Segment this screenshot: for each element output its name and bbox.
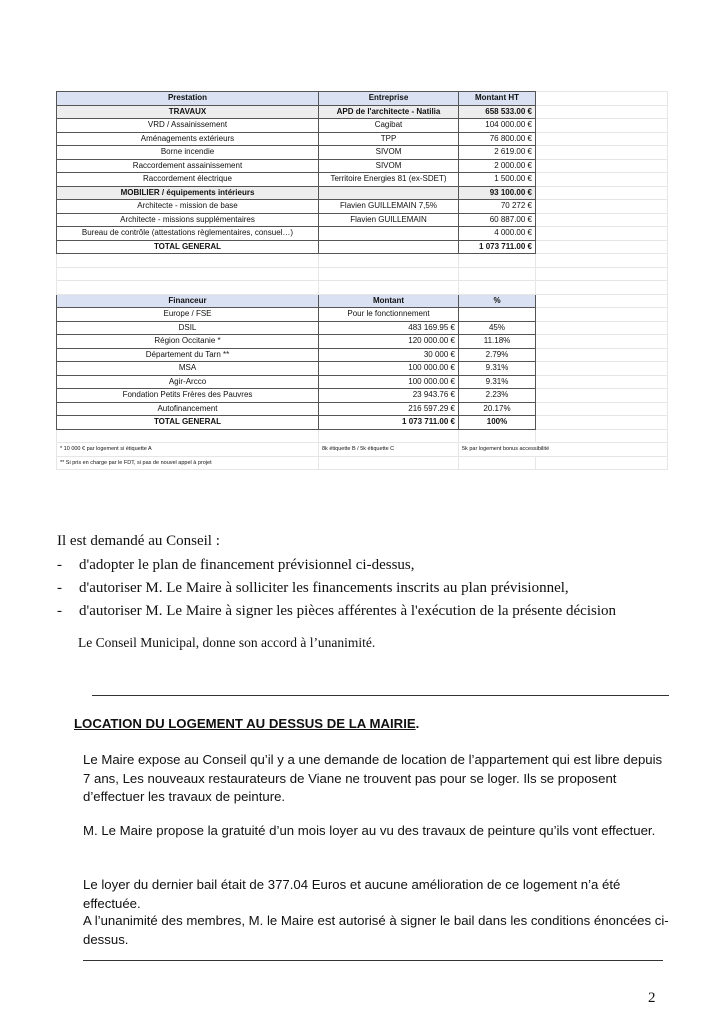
table-cell: Architecte - missions supplémentaires (57, 213, 319, 227)
table-cell: TOTAL GENERAL (57, 416, 319, 430)
table-row (57, 200, 668, 214)
table-cell: 658 533.00 € (459, 105, 536, 119)
table-cell: 216 597.29 € (319, 402, 459, 416)
table-cell: Département du Tarn ** (57, 348, 319, 362)
table-cell: TRAVAUX (57, 105, 319, 119)
page-number: 2 (648, 990, 656, 1006)
table-cell: Architecte - mission de base (57, 200, 319, 214)
council-item-3 (57, 603, 616, 620)
table-cell: 483 169.95 € (319, 321, 459, 335)
table-row (57, 335, 668, 349)
empty-row (57, 429, 668, 443)
table-cell: 100 000.00 € (319, 375, 459, 389)
table-cell: 2 619.00 € (459, 146, 536, 160)
table-cell: Territoire Energies 81 (ex-SDET) (319, 173, 459, 187)
table-row-total (57, 416, 668, 430)
table-cell: Bureau de contrôle (attestations règlementaires, consuel…) (57, 227, 319, 241)
table-cell: 76 800.00 € (459, 132, 536, 146)
footnote-1a: * 10 000 € par logement si étiquette A (57, 443, 319, 457)
table-row (57, 132, 668, 146)
table-cell: VRD / Assainissement (57, 119, 319, 133)
footnote-row (57, 456, 668, 470)
table-cell: Région Occitanie * (57, 335, 319, 349)
table-cell: 104 000.00 € (459, 119, 536, 133)
financement-header-row (57, 294, 668, 308)
spreadsheet (56, 91, 668, 470)
table-cell: 120 000.00 € (319, 335, 459, 349)
separator-line-bottom (83, 960, 663, 961)
location-paragraph-1: Le Maire expose au Conseil qu’il y a une demande de location de l’appartement qui est libre depuis 7 ans, Les nouveaux restaurateurs de Viane ne trouvent pas pour se loger. Ils se proposent d’effectuer les travaux de peinture. (83, 752, 663, 804)
table-row (57, 402, 668, 416)
table-cell: 20.17% (459, 402, 536, 416)
table-row (57, 119, 668, 133)
table-cell: Europe / FSE (57, 308, 319, 322)
council-item-text: d'adopter le plan de financement prévisionnel ci-dessus, (79, 557, 415, 573)
table-cell: Raccordement électrique (57, 173, 319, 187)
footnote-1c: 5k par logement bonus accessibilité (459, 443, 668, 457)
footnote-1b: 8k étiquette B / 5k étiquette C (319, 443, 459, 457)
table-cell: SIVOM (319, 146, 459, 160)
table-cell: Flavien GUILLEMAIN 7,5% (319, 200, 459, 214)
bullet-dash: - (57, 557, 62, 573)
table-cell: 100 000.00 € (319, 362, 459, 376)
empty-row (57, 281, 668, 295)
location-paragraph-4: A l’unanimité des membres, M. le Maire est autorisé à signer le bail dans les conditions énoncées ci-dessus. (83, 913, 669, 947)
bullet-dash: - (57, 603, 62, 619)
table-cell: 93 100.00 € (459, 186, 536, 200)
table-row-total (57, 240, 668, 254)
location-paragraph-2: M. Le Maire propose la gratuité d’un mois loyer au vu des travaux de peinture qu’ils vont effectuer. (83, 823, 656, 838)
table-row (57, 348, 668, 362)
table-cell: 45% (459, 321, 536, 335)
table-cell: 2 000.00 € (459, 159, 536, 173)
spreadsheet-area (56, 91, 668, 470)
table-row (57, 308, 668, 322)
footnote-row (57, 443, 668, 457)
table-cell: 2.23% (459, 389, 536, 403)
table-row (57, 105, 668, 119)
table-cell: Pour le fonctionnement (319, 308, 459, 322)
empty-row (57, 254, 668, 268)
table-row (57, 321, 668, 335)
council-item-2 (57, 580, 569, 597)
table-cell (459, 308, 536, 322)
table-cell: 9.31% (459, 362, 536, 376)
table-cell: 60 887.00 € (459, 213, 536, 227)
table-cell: 1 500.00 € (459, 173, 536, 187)
table-cell: 2.79% (459, 348, 536, 362)
table-row (57, 227, 668, 241)
table-cell: Agir-Arcco (57, 375, 319, 389)
section-title-suffix: . (415, 716, 420, 731)
council-item-1 (57, 557, 415, 574)
table-cell: SIVOM (319, 159, 459, 173)
table-cell: 100% (459, 416, 536, 430)
table-cell: TOTAL GENERAL (57, 240, 319, 254)
council-item-text: d'autoriser M. Le Maire à signer les pièces afférentes à l'exécution de la présente décision (79, 603, 616, 619)
column-header-prestation: Prestation (57, 92, 319, 106)
table-cell (319, 227, 459, 241)
footnote-2: ** Si pris en charge par le FDT, si pas de nouvel appel à projet (57, 456, 319, 470)
prestations-header-row (57, 92, 668, 106)
table-row (57, 186, 668, 200)
table-cell: 4 000.00 € (459, 227, 536, 241)
table-cell: TPP (319, 132, 459, 146)
bullet-dash: - (57, 580, 62, 596)
separator-line (92, 695, 669, 696)
table-cell: MOBILIER / équipements intérieurs (57, 186, 319, 200)
table-row (57, 389, 668, 403)
table-cell (319, 186, 459, 200)
table-cell: 11.18% (459, 335, 536, 349)
council-item-text: d'autoriser M. Le Maire à solliciter les financements inscrits au plan prévisionnel, (79, 580, 569, 596)
table-cell: DSIL (57, 321, 319, 335)
table-cell: 30 000 € (319, 348, 459, 362)
table-cell: Raccordement assainissement (57, 159, 319, 173)
table-row (57, 362, 668, 376)
table-cell: APD de l'architecte - Natilia (319, 105, 459, 119)
table-cell: Cagibat (319, 119, 459, 133)
table-cell: MSA (57, 362, 319, 376)
column-header-entreprise: Entreprise (319, 92, 459, 106)
table-cell: Fondation Petits Frères des Pauvres (57, 389, 319, 403)
council-intro: Il est demandé au Conseil : (57, 533, 220, 549)
council-decision: Le Conseil Municipal, donne son accord à l’unanimité. (78, 635, 376, 650)
table-cell: 23 943.76 € (319, 389, 459, 403)
table-row (57, 159, 668, 173)
location-paragraph-3: Le loyer du dernier bail était de 377.04 Euros et aucune amélioration de ce logement n’a été effectuée. (83, 877, 621, 911)
table-row (57, 375, 668, 389)
table-cell: Borne incendie (57, 146, 319, 160)
column-header-financeur: Financeur (57, 294, 319, 308)
empty-row (57, 267, 668, 281)
column-header-montant-ht: Montant HT (459, 92, 536, 106)
section-title (74, 716, 419, 731)
table-cell (319, 240, 459, 254)
table-row (57, 146, 668, 160)
table-cell: 1 073 711.00 € (319, 416, 459, 430)
table-row (57, 213, 668, 227)
table-cell: 9.31% (459, 375, 536, 389)
column-header-percent: % (459, 294, 536, 308)
table-cell: Flavien GUILLEMAIN (319, 213, 459, 227)
table-cell: Autofinancement (57, 402, 319, 416)
table-cell: 1 073 711.00 € (459, 240, 536, 254)
table-row (57, 173, 668, 187)
table-cell: 70 272 € (459, 200, 536, 214)
section-title-text: LOCATION DU LOGEMENT AU DESSUS DE LA MAIRIE (74, 716, 416, 731)
column-header-montant: Montant (319, 294, 459, 308)
table-cell: Aménagements extérieurs (57, 132, 319, 146)
